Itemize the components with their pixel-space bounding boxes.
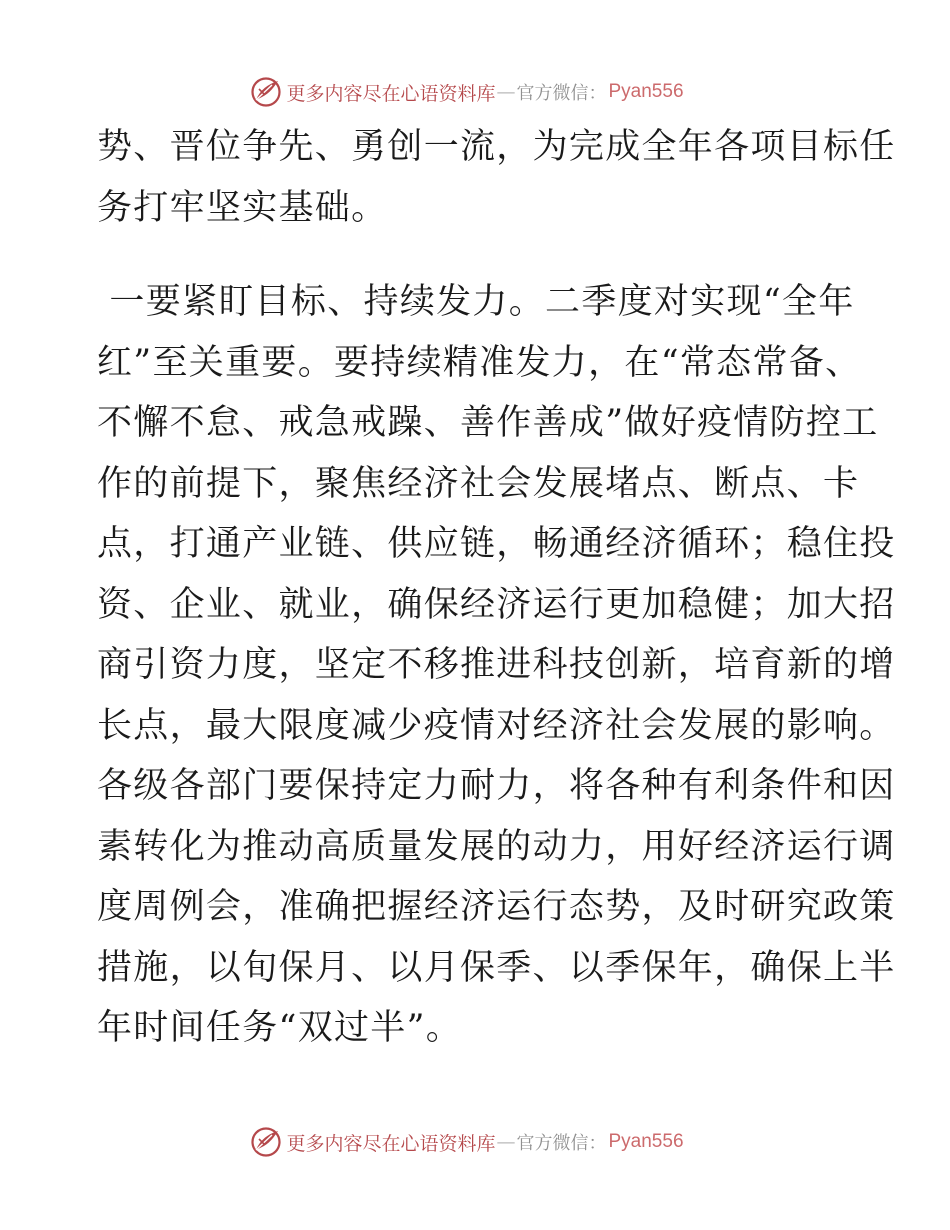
text-line: 作的前提下，聚焦经济社会发展堵点、断点、卡	[97, 463, 860, 504]
header-banner	[250, 76, 683, 108]
footer-wechat-id: Pyan556	[608, 1131, 684, 1152]
footer-brand-text: 更多内容尽在心语资料库	[286, 1132, 496, 1155]
footer-dash: —	[496, 1131, 516, 1153]
header-wechat-id: Pyan556	[608, 81, 684, 102]
text-line: 各级各部门要保持定力耐力，将各种有利条件和因	[97, 766, 896, 806]
text-line: 资、企业、就业，确保经济运行更加稳健；加大招	[97, 584, 896, 625]
quill-logo-icon	[250, 76, 282, 108]
paragraph-gap	[97, 238, 857, 272]
text-line: 商引资力度，坚定不移推进科技创新，培育新的增	[97, 645, 896, 685]
page-footer	[0, 1122, 950, 1162]
text-line: 点，打通产业链、供应链，畅通经济循环；稳住投	[97, 524, 896, 564]
quill-logo-icon	[250, 1126, 282, 1158]
text-line: 势、晋位争先、勇创一流，为完成全年各项目标任	[97, 127, 896, 167]
page-header	[0, 72, 950, 112]
paragraph-1	[97, 117, 896, 238]
footer-wechat-label: 官方微信：	[516, 1133, 607, 1154]
text-line: 素转化为推动高质量发展的动力，用好经济运行调	[97, 826, 896, 867]
text-line: 年时间任务“双过半”。	[97, 1008, 463, 1048]
header-brand-text: 更多内容尽在心语资料库	[286, 82, 496, 105]
text-line: 一要紧盯目标、持续发力。二季度对实现“全年	[97, 282, 855, 322]
document-body	[97, 117, 896, 1059]
text-line: 不懈不怠、戒急戒躁、善作善成”做好疫情防控工	[97, 403, 879, 443]
paragraph-2	[97, 272, 896, 1059]
text-line: 措施，以旬保月、以月保季、以季保年，确保上半	[97, 947, 896, 988]
header-wechat-label: 官方微信：	[516, 83, 607, 104]
text-line: 度周例会，准确把握经济运行态势，及时研究政策	[97, 887, 896, 927]
header-dash: —	[496, 81, 516, 103]
text-line: 长点，最大限度减少疫情对经济社会发展的影响。	[97, 705, 896, 746]
text-line: 红”至关重要。要持续精准发力，在“常态常备、	[97, 342, 862, 383]
footer-banner	[250, 1126, 683, 1158]
text-line: 务打牢坚实基础。	[97, 187, 388, 228]
